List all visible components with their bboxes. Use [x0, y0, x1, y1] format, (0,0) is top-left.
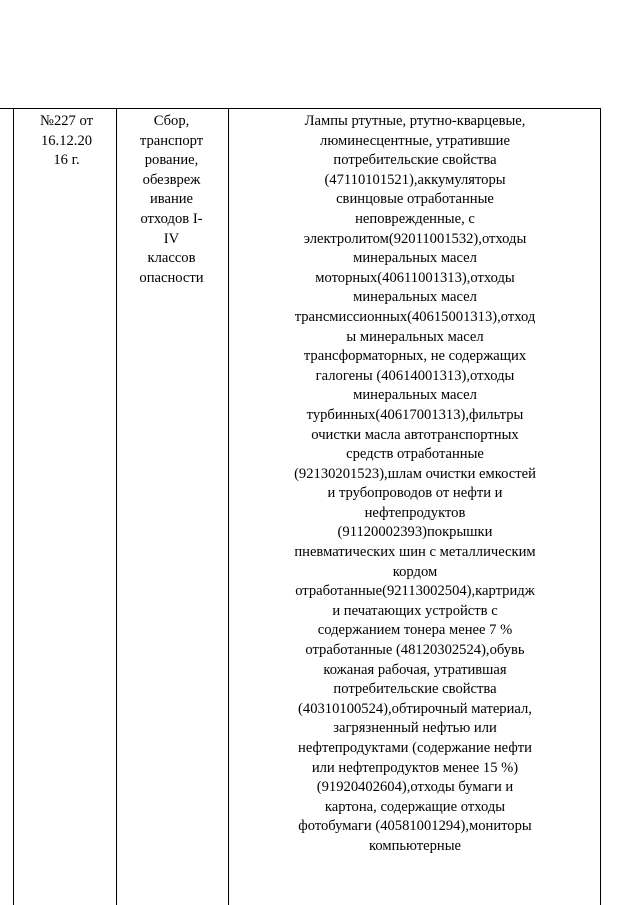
cell-line: минеральных масел — [353, 387, 477, 404]
cell-line: 16 г. — [53, 152, 80, 169]
cell-line: моторных(40611001313),отходы — [315, 269, 515, 286]
column-divider-2 — [228, 108, 229, 905]
cell-line: и трубопроводов от нефти и — [327, 485, 503, 502]
cell-line: кожаная рабочая, утратившая — [323, 661, 507, 678]
cell-line: Лампы ртутные, ртутно-кварцевые, — [304, 113, 526, 129]
cell-line: минеральных масел — [353, 250, 477, 267]
cell-line: (91920402604),отходы бумаги и — [316, 779, 514, 796]
cell-line: свинцовые отработанные — [336, 191, 494, 208]
table-border-right — [600, 108, 601, 905]
cell-line: картона, содержащие отходы — [324, 798, 506, 815]
cell-line: отходов I- — [140, 210, 203, 227]
column-divider-1 — [116, 108, 117, 905]
cell-line: минеральных масел — [353, 289, 477, 306]
cell-line: рование, — [144, 152, 199, 169]
cell-line: люминесцентные, утратившие — [320, 132, 510, 149]
cell-line: 16.12.20 — [40, 132, 93, 149]
cell-line: содержанием тонера менее 7 % — [317, 622, 513, 639]
cell-line: галогены (40614001313),отходы — [315, 367, 515, 384]
cell-line: нефтепродуктами (содержание нефти — [298, 740, 532, 756]
cell-line: (47110101521),аккумуляторы — [324, 171, 506, 188]
cell-line: турбинных(40617001313),фильтры — [306, 406, 524, 423]
cell-line: (40310100524),обтирочный материал, — [298, 700, 532, 717]
cell-line: фотобумаги (40581001294),мониторы — [298, 818, 532, 835]
cell-line: опасности — [139, 269, 204, 286]
cell-line: (92130201523),шлам очистки емкостей — [294, 465, 536, 482]
waste-types-cell — [234, 112, 596, 857]
cell-line: средств отработанные — [346, 446, 484, 463]
cell-line: компьютерные — [368, 837, 462, 854]
cell-line: IV — [163, 230, 180, 247]
cell-line: нефтепродуктов — [364, 504, 466, 521]
table-border-left — [13, 108, 14, 905]
cell-line: и печатающих устройств с — [332, 602, 498, 619]
cell-line: №227 от — [40, 113, 93, 129]
table-top-border — [0, 108, 601, 109]
cell-line: транспорт — [139, 132, 204, 149]
cell-line: отработанные(92113002504),картридж — [295, 583, 535, 600]
cell-line: ы минеральных масел — [346, 328, 484, 345]
cell-line: кордом — [392, 563, 438, 580]
cell-line: или нефтепродуктов менее 15 %) — [311, 759, 519, 776]
cell-line: электролитом(92011001532),отходы — [303, 230, 527, 247]
cell-line: трансформаторных, не содержащих — [303, 348, 527, 365]
cell-line: потребительские свойства — [333, 152, 497, 169]
cell-line: неповрежденные, с — [355, 210, 475, 227]
license-number-cell — [17, 112, 116, 171]
cell-line: загрязненный нефтью или — [333, 720, 497, 737]
cell-line: потребительские свойства — [333, 681, 497, 698]
cell-line: (91120002393)покрышки — [337, 524, 493, 541]
cell-line: отработанные (48120302524),обувь — [305, 642, 525, 659]
cell-line: обезвреж — [142, 171, 201, 188]
cell-line: трансмиссионных(40615001313),отход — [294, 308, 536, 325]
cell-line: очистки масла автотранспортных — [311, 426, 519, 443]
cell-line: пневматических шин с металлическим — [294, 544, 536, 561]
activity-type-cell — [118, 112, 225, 288]
cell-line: ивание — [149, 191, 194, 208]
cell-line: классов — [147, 250, 196, 267]
cell-line: Сбор, — [153, 113, 190, 129]
